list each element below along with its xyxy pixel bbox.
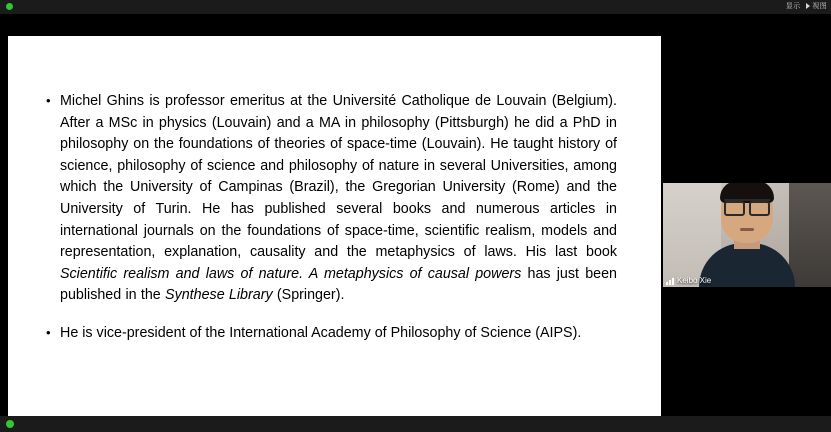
- slide-content: [8, 36, 661, 345]
- participant-mouth: [740, 228, 754, 231]
- view-button-label: 显示: [785, 3, 801, 10]
- recording-indicator-icon: [6, 3, 13, 10]
- signal-strength-icon: [666, 277, 674, 285]
- play-view-button-label: 视图: [812, 3, 827, 10]
- status-indicator-icon[interactable]: [6, 420, 14, 428]
- video-background-door: [789, 183, 831, 287]
- view-button[interactable]: [786, 0, 801, 14]
- participant-name-label: Keibo Xie: [677, 276, 712, 285]
- shared-screen-slide: [8, 36, 661, 417]
- list-item: [44, 91, 617, 307]
- bullet-text-segment-italic: Scientific realism and laws of nature. A metaphysics of causal powers: [60, 265, 522, 282]
- bullet-text-segment: (Springer).: [272, 287, 345, 304]
- bullet-text-segment: Michel Ghins is professor emeritus at the Université Catholique de Louvain (Belgium). After a MSc in physics (Louvain) and a MA in philosophy (Pittsburgh) he did a PhD in philosophy on the foundations of theories of space-time (Louvain). He taught history of science, philosophy of science and philosophy of nature in several Universities, among which the University of Campinas (Brazil), the Gregorian University (Rome) and the University of Turin. He has published several books and numerous articles in international journals on the foundations of space-time, scientific realism, models and representation, explanation, causality and the metaphysics of laws. His last book: [60, 93, 617, 261]
- bullet-text-segment-italic: Synthese Library: [165, 287, 273, 304]
- bullet-text-segment: He is vice-president of the International Academy of Philosophy of Science (AIPS).: [60, 324, 582, 341]
- participant-video-tile[interactable]: [663, 183, 831, 287]
- glasses-icon: [724, 199, 770, 213]
- top-toolbar-right-group: [786, 0, 827, 14]
- play-icon: [806, 3, 810, 9]
- bullet-text-segment: has just been published in the: [60, 265, 617, 304]
- top-toolbar: [0, 0, 831, 14]
- bottom-toolbar: [0, 416, 831, 432]
- slide-bullet-list: [44, 91, 617, 345]
- participant-name-badge: [666, 276, 711, 285]
- list-item: [44, 323, 617, 345]
- play-view-button[interactable]: [806, 0, 827, 14]
